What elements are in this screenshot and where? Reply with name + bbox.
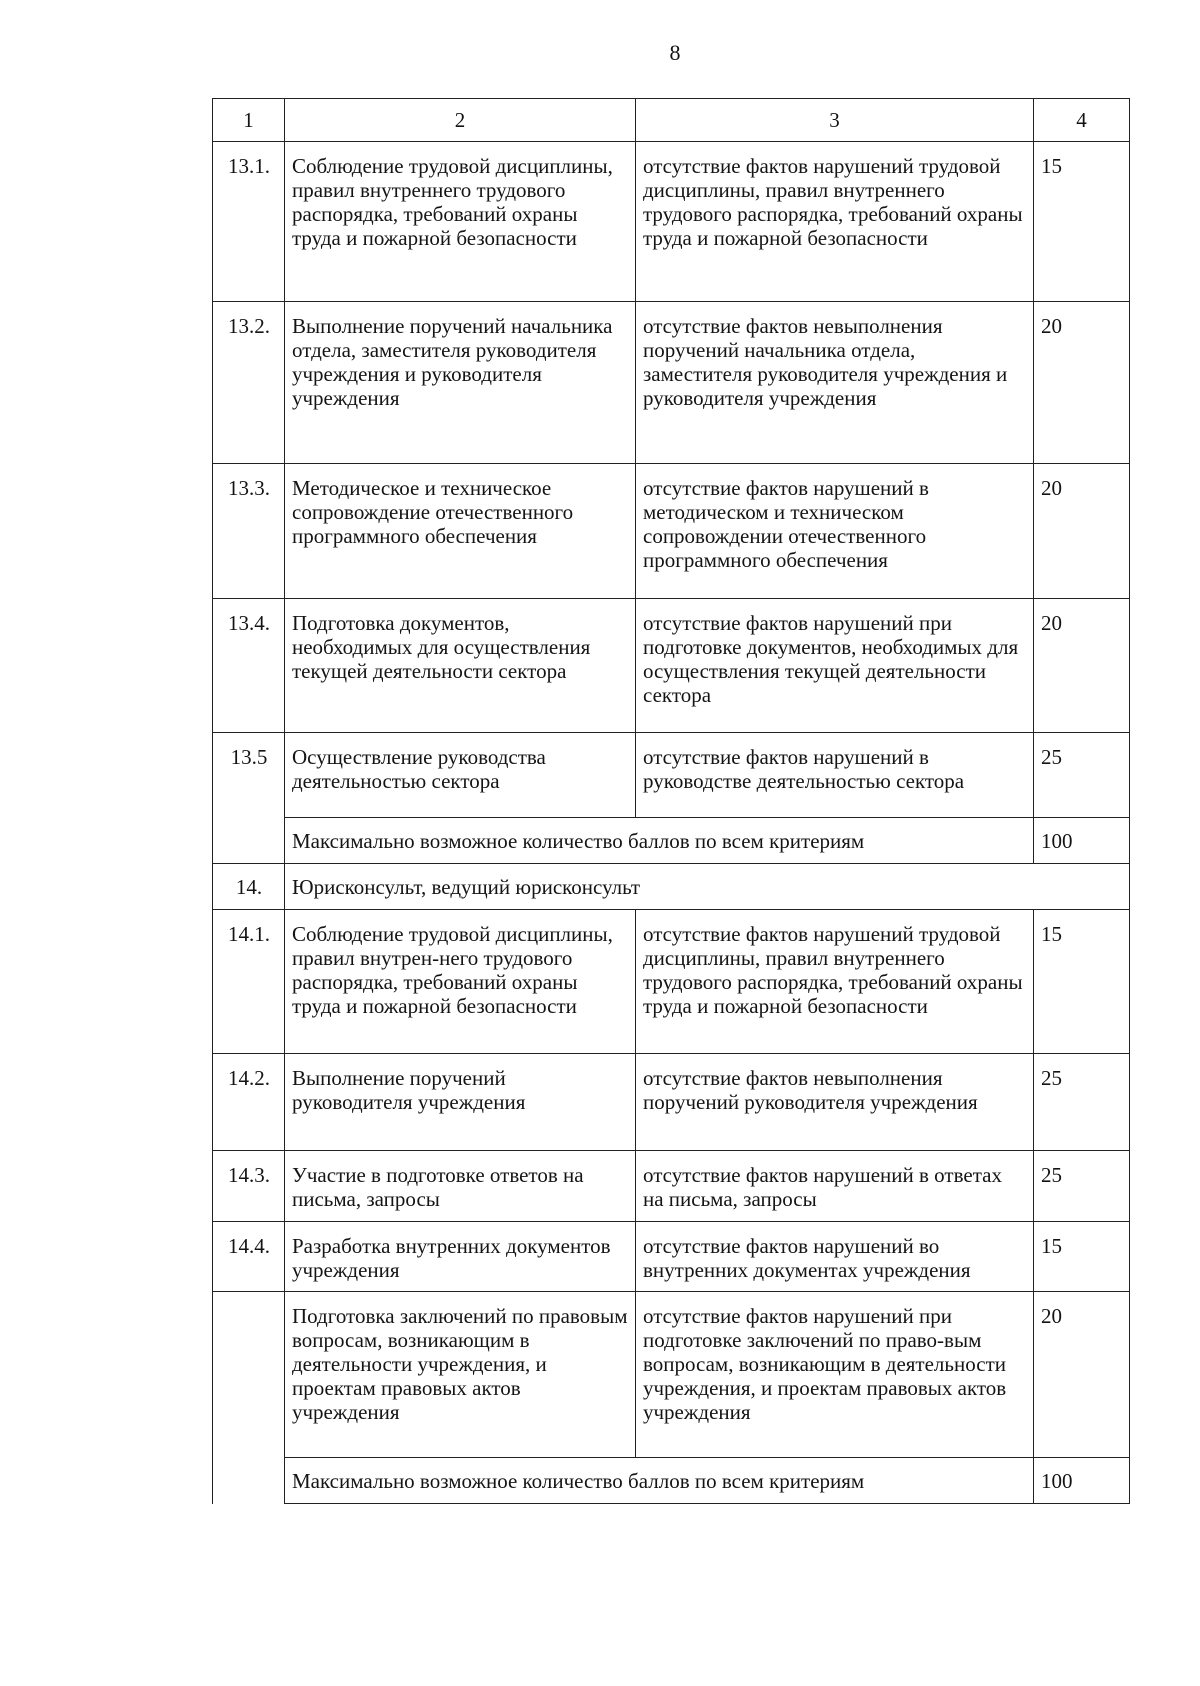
table-row bbox=[213, 1292, 1130, 1458]
points-cell: 20 bbox=[1034, 1292, 1130, 1458]
points-cell: 25 bbox=[1034, 1151, 1130, 1222]
total-row bbox=[213, 1458, 1130, 1504]
criterion-cell: Методическое и техническое сопровождение отечественного программного обеспечения bbox=[285, 464, 636, 599]
table-row bbox=[213, 1054, 1130, 1151]
header-cell-2: 2 bbox=[285, 99, 636, 142]
header-cell-3: 3 bbox=[636, 99, 1034, 142]
points-cell: 15 bbox=[1034, 142, 1130, 302]
indicator-cell: отсутствие фактов нарушений при подготовке заключений по право-вым вопросам, возникающим в деятельности учреждения, и проектам правовых актов учреждения bbox=[636, 1292, 1034, 1458]
table-row bbox=[213, 910, 1130, 1054]
row-number: 13.2. bbox=[213, 302, 285, 464]
criterion-cell: Подготовка заключений по правовым вопросам, возникающим в деятельности учреждения, и проектам правовых актов учреждения bbox=[285, 1292, 636, 1458]
indicator-cell: отсутствие фактов нарушений в ответах на письма, запросы bbox=[636, 1151, 1034, 1222]
criterion-cell: Соблюдение трудовой дисциплины, правил внутреннего трудового распорядка, требований охраны труда и пожарной безопасности bbox=[285, 142, 636, 302]
row-number: 14.1. bbox=[213, 910, 285, 1054]
row-number: 13.3. bbox=[213, 464, 285, 599]
total-label: Максимально возможное количество баллов по всем критериям bbox=[285, 818, 1034, 864]
header-cell-1: 1 bbox=[213, 99, 285, 142]
criterion-cell: Участие в подготовке ответов на письма, запросы bbox=[285, 1151, 636, 1222]
points-cell: 25 bbox=[1034, 1054, 1130, 1151]
indicator-cell: отсутствие фактов невыполнения поручений руководителя учреждения bbox=[636, 1054, 1034, 1151]
points-cell: 20 bbox=[1034, 464, 1130, 599]
row-number: 14.4. bbox=[213, 1222, 285, 1292]
table-row bbox=[213, 1222, 1130, 1292]
section-header-row bbox=[213, 864, 1130, 910]
indicator-cell: отсутствие фактов нарушений трудовой дисциплины, правил внутреннего трудового распорядка, требований охраны труда и пожарной безопасности bbox=[636, 910, 1034, 1054]
header-cell-4: 4 bbox=[1034, 99, 1130, 142]
indicator-cell: отсутствие фактов нарушений в руководстве деятельностью сектора bbox=[636, 733, 1034, 818]
table-row bbox=[213, 464, 1130, 599]
indicator-cell: отсутствие фактов невыполнения поручений начальника отдела, заместителя руководителя учреждения и руководителя учреждения bbox=[636, 302, 1034, 464]
total-value: 100 bbox=[1034, 818, 1130, 864]
row-number: 14.2. bbox=[213, 1054, 285, 1151]
points-cell: 25 bbox=[1034, 733, 1130, 818]
table-row bbox=[213, 733, 1130, 818]
criterion-cell: Осуществление руководства деятельностью сектора bbox=[285, 733, 636, 818]
table-row bbox=[213, 142, 1130, 302]
row-number bbox=[213, 1292, 285, 1504]
criterion-cell: Разработка внутренних документов учреждения bbox=[285, 1222, 636, 1292]
table-row bbox=[213, 599, 1130, 733]
row-number: 13.1. bbox=[213, 142, 285, 302]
indicator-cell: отсутствие фактов нарушений трудовой дисциплины, правил внутреннего трудового распорядка, требований охраны труда и пожарной безопасности bbox=[636, 142, 1034, 302]
criterion-cell: Выполнение поручений начальника отдела, заместителя руководителя учреждения и руководителя учреждения bbox=[285, 302, 636, 464]
total-row bbox=[213, 818, 1130, 864]
criterion-cell: Подготовка документов, необходимых для осуществления текущей деятельности сектора bbox=[285, 599, 636, 733]
points-cell: 15 bbox=[1034, 910, 1130, 1054]
table-row bbox=[213, 302, 1130, 464]
section-number: 14. bbox=[213, 864, 285, 910]
page-number: 8 bbox=[669, 40, 681, 65]
points-cell: 15 bbox=[1034, 1222, 1130, 1292]
row-number: 14.3. bbox=[213, 1151, 285, 1222]
total-value: 100 bbox=[1034, 1458, 1130, 1504]
section-title: Юрисконсульт, ведущий юрисконсульт bbox=[285, 864, 1130, 910]
table-header-row bbox=[213, 99, 1130, 142]
indicator-cell: отсутствие фактов нарушений во внутренних документах учреждения bbox=[636, 1222, 1034, 1292]
criterion-cell: Соблюдение трудовой дисциплины, правил внутрен-него трудового распорядка, требований охраны труда и пожарной безопасности bbox=[285, 910, 636, 1054]
table-row bbox=[213, 1151, 1130, 1222]
criteria-table bbox=[212, 98, 1130, 1504]
total-label: Максимально возможное количество баллов по всем критериям bbox=[285, 1458, 1034, 1504]
points-cell: 20 bbox=[1034, 302, 1130, 464]
row-number: 13.5 bbox=[213, 733, 285, 864]
indicator-cell: отсутствие фактов нарушений в методическом и техническом сопровождении отечественного программного обеспечения bbox=[636, 464, 1034, 599]
points-cell: 20 bbox=[1034, 599, 1130, 733]
row-number: 13.4. bbox=[213, 599, 285, 733]
criterion-cell: Выполнение поручений руководителя учреждения bbox=[285, 1054, 636, 1151]
indicator-cell: отсутствие фактов нарушений при подготовке документов, необходимых для осуществления текущей деятельности сектора bbox=[636, 599, 1034, 733]
